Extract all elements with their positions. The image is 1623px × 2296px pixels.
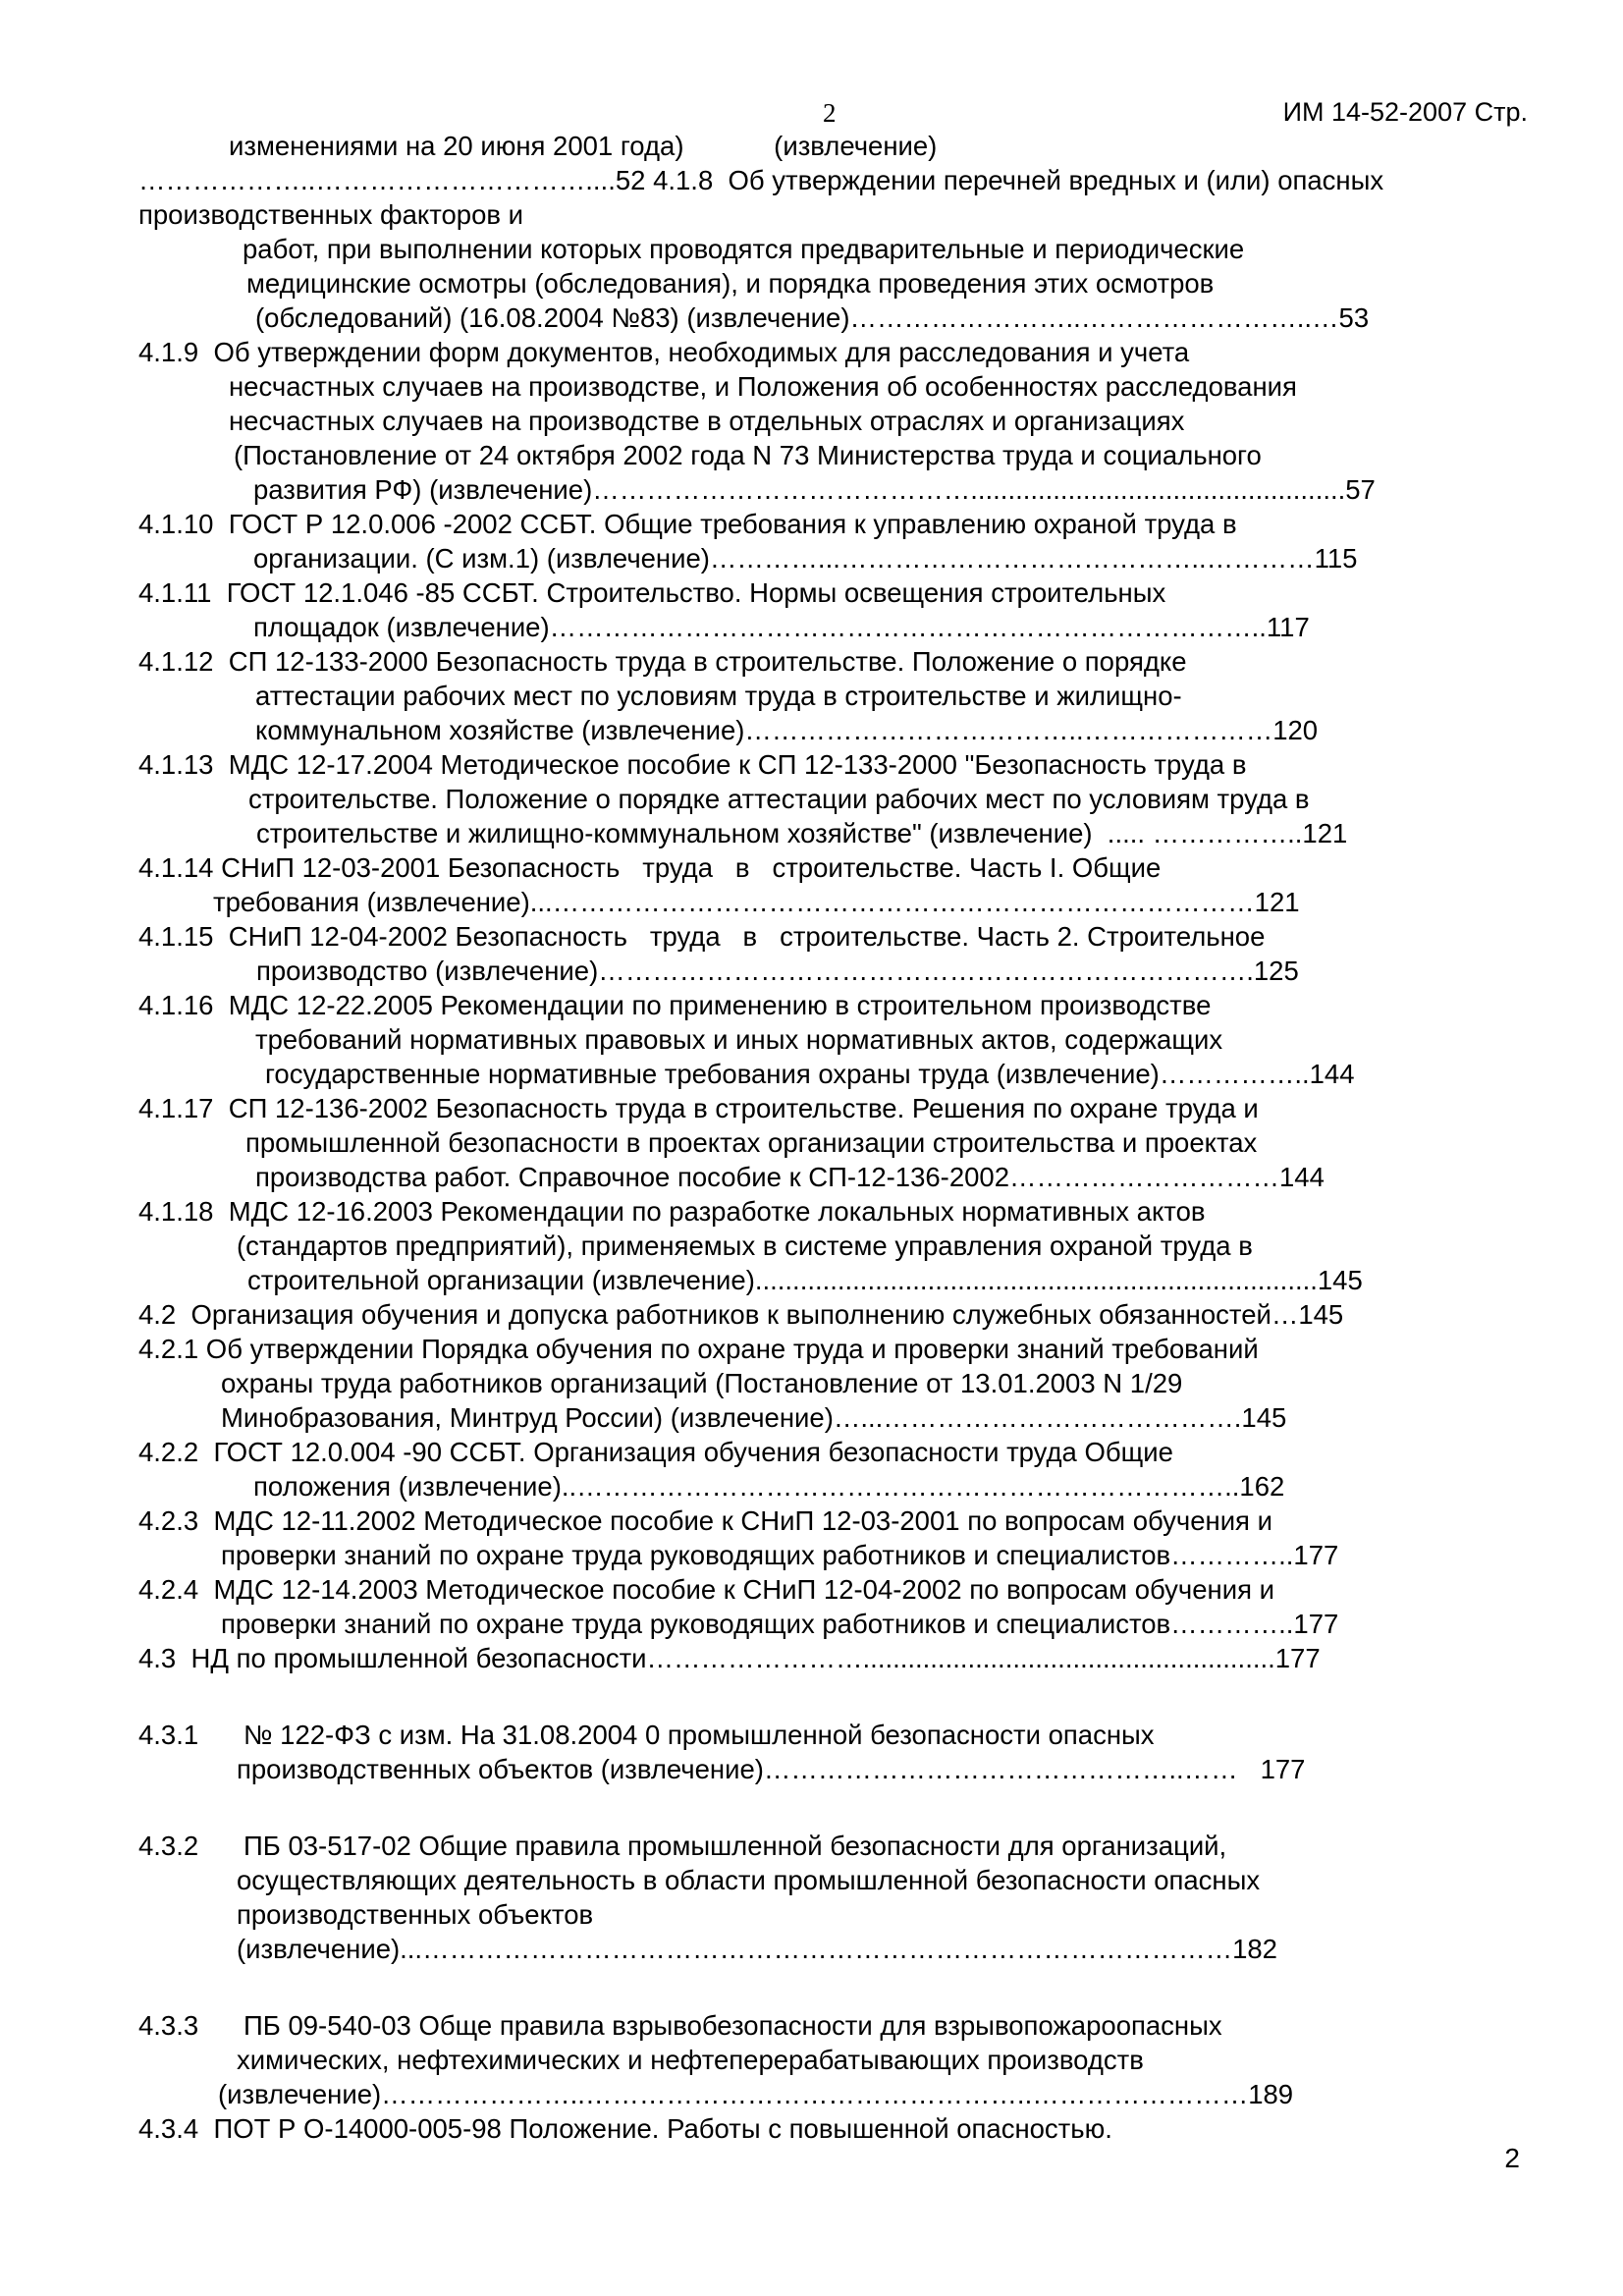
toc-line: (обследований) (16.08.2004 №83) (извлечение)……………………..……………………..…53 <box>255 302 1370 333</box>
toc-line: 4.1.13 МДС 12-17.2004 Методическое пособие к СП 12-133-2000 "Безопасность труда в <box>138 749 1247 780</box>
toc-line: развития РФ) (извлечение)……………………………………..................................................57 <box>253 474 1376 505</box>
toc-line: (Постановление от 24 октября 2002 года N 73 Министерства труда и социального <box>234 440 1262 470</box>
toc-line: 4.3 НД по промышленной безопасности…………………….......................................................177 <box>138 1643 1321 1673</box>
toc-line: проверки знаний по охране труда руководящих работников и специалистов…………..177 <box>221 1609 1339 1639</box>
toc-line: 4.1.11 ГОСТ 12.1.046 -85 ССБТ. Строительство. Нормы освещения строительных <box>138 577 1166 608</box>
toc-line: коммунальном хозяйстве (извлечение)………………………………..…………………120 <box>255 715 1319 745</box>
toc-line: строительстве. Положение о порядке аттестации рабочих мест по условиям труда в <box>248 784 1310 814</box>
toc-line: 4.3.1 № 122-ФЗ с изм. На 31.08.2004 0 промышленной безопасности опасных <box>138 1720 1155 1750</box>
toc-line: 4.1.12 СП 12-133-2000 Безопасность труда в строительстве. Положение о порядке <box>138 646 1187 677</box>
toc-line: 4.1.10 ГОСТ Р 12.0.006 -2002 ССБТ. Общие требования к управлению охраной труда в <box>138 509 1237 539</box>
toc-line: промышленной безопасности в проектах организации строительства и проектах <box>245 1127 1258 1158</box>
toc-line: 4.3.4 ПОТ Р О-14000-005-98 Положение. Работы с повышенной опасностью. <box>138 2113 1112 2144</box>
toc-line: несчастных случаев на производстве в отдельных отраслях и организациях <box>229 406 1185 436</box>
toc-line: (стандартов предприятий), применяемых в системе управления охраной труда в <box>237 1230 1253 1261</box>
toc-line: строительстве и жилищно-коммунальном хозяйстве" (извлечение) ..... ……………..121 <box>256 818 1348 848</box>
toc-line: 4.3.3 ПБ 09-540-03 Обще правила взрывобезопасности для взрывопожароопасных <box>138 2010 1222 2041</box>
toc-line: положения (извлечение)..………………………………………………………………..162 <box>253 1471 1285 1502</box>
toc-line: 4.1.17 СП 12-136-2002 Безопасность труда в строительстве. Решения по охране труда и <box>138 1093 1259 1123</box>
toc-line: производственных объектов <box>237 1899 594 1930</box>
toc-line: площадок (извлечение)……………………………………………………………………..117 <box>253 612 1310 642</box>
toc-line: Минобразования, Минтруд России) (извлечение)…...………………………………….145 <box>221 1402 1287 1433</box>
toc-line: (извлечение)…………………..…………………………………………..……………………189 <box>218 2079 1294 2109</box>
toc-line: 4.2 Организация обучения и допуска работников к выполнению служебных обязанностей…145 <box>138 1299 1344 1330</box>
toc-line: 4.3.2 ПБ 03-517-02 Общие правила промышленной безопасности для организаций, <box>138 1831 1227 1861</box>
toc-line: производственных факторов и <box>138 199 523 230</box>
toc-line: производство (извлечение)……………………………………………………………….125 <box>256 956 1299 986</box>
toc-line: 4.1.15 СНиП 12-04-2002 Безопасность труда в строительстве. Часть 2. Строительное <box>138 921 1266 952</box>
toc-line: 4.2.4 МДС 12-14.2003 Методическое пособие к СНиП 12-04-2002 по вопросам обучения и <box>138 1574 1274 1605</box>
toc-line: производственных объектов (извлечение)………………………………………..…… 177 <box>237 1754 1306 1784</box>
toc-line: требований нормативных правовых и иных нормативных актов, содержащих <box>255 1024 1223 1055</box>
toc-line: проверки знаний по охране труда руководящих работников и специалистов…………..177 <box>221 1540 1339 1570</box>
toc-line: государственные нормативные требования охраны труда (извлечение)……………..144 <box>265 1059 1355 1089</box>
toc-line: требования (извлечение)...……………………………………………………………………121 <box>213 887 1300 917</box>
toc-line: медицинские осмотры (обследования), и порядка проведения этих осмотров <box>246 268 1215 299</box>
toc-line: несчастных случаев на производстве, и Положения об особенностях расследования <box>229 371 1297 402</box>
toc-line: химических, нефтехимических и нефтеперерабатывающих производств <box>237 2045 1144 2075</box>
toc-line: 4.1.14 СНиП 12-03-2001 Безопасность труда в строительстве. Часть I. Общие <box>138 852 1162 883</box>
toc-line: охраны труда работников организаций (Постановление от 13.01.2003 N 1/29 <box>221 1368 1183 1398</box>
toc-line: 4.2.1 Об утверждении Порядка обучения по охране труда и проверки знаний требований <box>138 1334 1259 1364</box>
toc-line: осуществляющих деятельность в области промышленной безопасности опасных <box>237 1865 1261 1895</box>
toc-line: 4.1.16 МДС 12-22.2005 Рекомендации по применению в строительном производстве <box>138 990 1212 1020</box>
toc-line: строительной организации (извлечение)...........................................................................145 <box>247 1265 1363 1295</box>
header-page-number: 2 <box>823 98 837 128</box>
toc-line: (извлечение)...………………………………………………………………………………182 <box>237 1934 1277 1964</box>
toc-line: производства работ. Справочное пособие к СП-12-136-2002…………………………144 <box>255 1162 1325 1192</box>
footer-page-number: 2 <box>1504 2143 1520 2173</box>
toc-line: аттестации рабочих мест по условиям труда в строительстве и жилищно- <box>255 681 1182 711</box>
header-doc-code: ИМ 14-52-2007 Стр. <box>1282 97 1528 127</box>
toc-line: работ, при выполнении которых проводятся предварительные и периодические <box>243 234 1245 264</box>
toc-line: 4.2.3 МДС 12-11.2002 Методическое пособие к СНиП 12-03-2001 по вопросам обучения и <box>138 1505 1272 1536</box>
toc-line: организации. (С изм.1) (извлечение)…………...…………………………………..…………115 <box>253 543 1358 574</box>
toc-line: 4.1.9 Об утверждении форм документов, необходимых для расследования и учета <box>138 337 1190 367</box>
toc-line: 4.1.18 МДС 12-16.2003 Рекомендации по разработке локальных нормативных актов <box>138 1196 1206 1227</box>
toc-line: 4.2.2 ГОСТ 12.0.004 -90 ССБТ. Организация обучения безопасности труда Общие <box>138 1437 1173 1467</box>
toc-line: ………………..…………………………....52 4.1.8 Об утверждении перечней вредных и (или) опасных <box>138 165 1384 195</box>
toc-line: изменениями на 20 июня 2001 года) (извлечение) <box>229 131 938 161</box>
